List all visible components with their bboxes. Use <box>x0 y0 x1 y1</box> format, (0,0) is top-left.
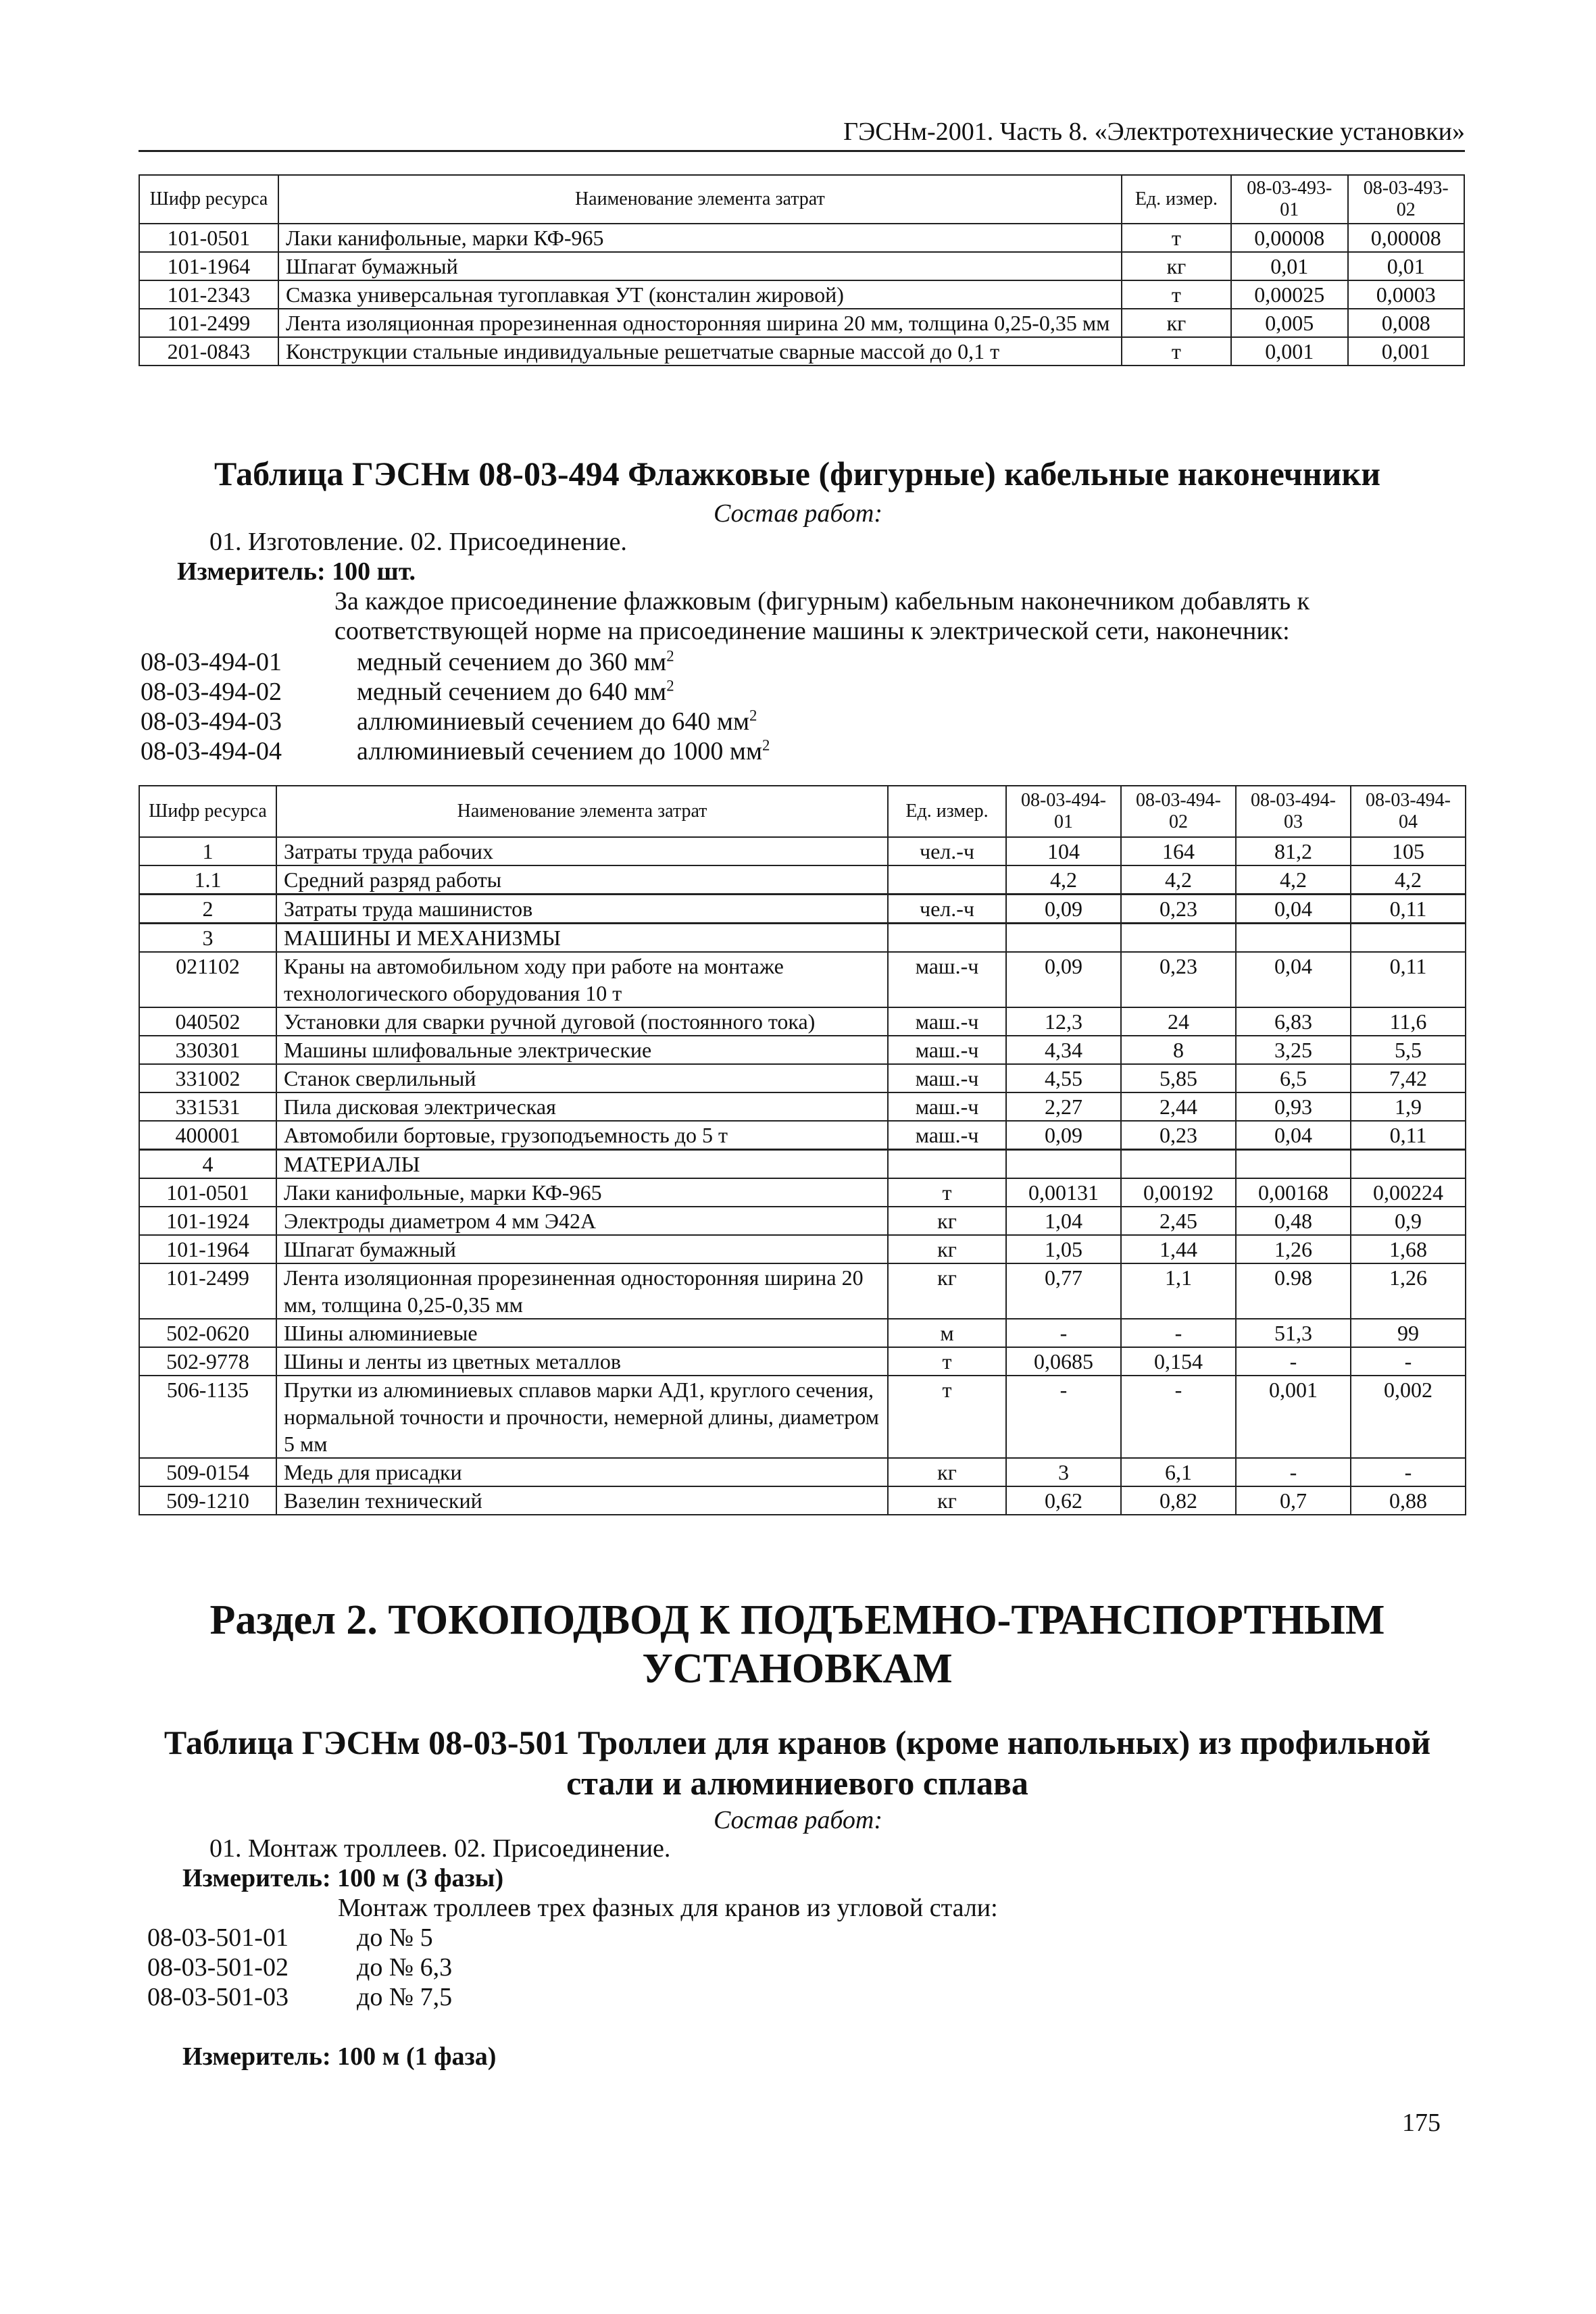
norm-value <box>1236 924 1351 953</box>
resource-code: 101-0501 <box>139 1178 276 1207</box>
norm-code: 08-03-494-04 <box>141 737 282 765</box>
cost-element-name: Шины и ленты из цветных металлов <box>276 1347 888 1376</box>
norm-intro: Монтаж троллеев трех фазных для кранов из угловой стали: <box>338 1894 998 1922</box>
table-494 <box>139 785 1466 1515</box>
resource-code: 101-2499 <box>139 1263 276 1319</box>
col-header-unit: Ед. измер. <box>888 786 1006 837</box>
cost-element-name: МАТЕРИАЛЫ <box>276 1150 888 1179</box>
col-header-norm-2: 08-03-493-02 <box>1348 175 1464 224</box>
norm-value: 1,26 <box>1351 1263 1466 1319</box>
resource-code: 040502 <box>139 1007 276 1036</box>
unit: маш.-ч <box>888 952 1006 1007</box>
table-row <box>139 865 1466 895</box>
norm-description-text: аллюминиевый сечением до 1000 мм <box>357 737 762 765</box>
meter-label-3-phase: Измеритель: 100 м (3 фазы) <box>182 1864 504 1892</box>
unit: маш.-ч <box>888 1121 1006 1150</box>
norm-value: 0,11 <box>1351 952 1466 1007</box>
table-row <box>139 924 1466 953</box>
table-row <box>139 252 1464 280</box>
col-header-name: Наименование элемента затрат <box>278 175 1122 224</box>
table-501-title-line-1: Таблица ГЭСНм 08-03-501 Троллеи для кранов (кроме напольных) из профильной <box>164 1724 1431 1761</box>
norm-value: 4,2 <box>1006 865 1121 895</box>
cost-element-name: Медь для присадки <box>276 1458 888 1486</box>
norm-value: 0,001 <box>1236 1376 1351 1458</box>
norm-value: 2,45 <box>1121 1207 1236 1235</box>
norm-description: до № 7,5 <box>357 1983 453 2011</box>
unit: кг <box>888 1235 1006 1263</box>
norm-value: 0,00008 <box>1348 224 1464 252</box>
col-header-name: Наименование элемента затрат <box>276 786 888 837</box>
resource-code: 331002 <box>139 1064 276 1092</box>
section-2-title-line-2: УСТАНОВКАМ <box>642 1646 953 1692</box>
cost-element-name: Конструкции стальные индивидуальные решетчатые сварные массой до 0,1 т <box>278 337 1122 366</box>
col-header-norm-1: 08-03-494-01 <box>1006 786 1121 837</box>
norm-value: 1,04 <box>1006 1207 1121 1235</box>
col-header-norm-3: 08-03-494-03 <box>1236 786 1351 837</box>
table-row <box>139 1347 1466 1376</box>
meter-label-1-phase: Измеритель: 100 м (1 фаза) <box>182 2042 497 2071</box>
norm-value: 0,88 <box>1351 1486 1466 1515</box>
resource-code: 509-1210 <box>139 1486 276 1515</box>
norm-value: 0,01 <box>1348 252 1464 280</box>
norm-value: 81,2 <box>1236 837 1351 865</box>
norm-value: 6,5 <box>1236 1064 1351 1092</box>
unit: кг <box>888 1486 1006 1515</box>
norm-value: 8 <box>1121 1036 1236 1064</box>
col-header-unit: Ед. измер. <box>1122 175 1231 224</box>
norm-value: 0,11 <box>1351 1121 1466 1150</box>
norm-value: 12,3 <box>1006 1007 1121 1036</box>
resource-code: 101-1964 <box>139 252 278 280</box>
unit: т <box>888 1178 1006 1207</box>
resource-code: 331531 <box>139 1092 276 1121</box>
norm-value: 1,44 <box>1121 1235 1236 1263</box>
work-composition-items: 01. Монтаж троллеев. 02. Присоединение. <box>209 1834 671 1863</box>
cost-element-name: Шпагат бумажный <box>276 1235 888 1263</box>
norm-value: 1,1 <box>1121 1263 1236 1319</box>
norm-value: 0,008 <box>1348 309 1464 337</box>
norm-value: 5,5 <box>1351 1036 1466 1064</box>
cost-element-name: Средний разряд работы <box>276 865 888 895</box>
running-head: ГЭСНм-2001. Часть 8. «Электротехнические установки» <box>139 114 1465 152</box>
cost-element-name: Машины шлифовальные электрические <box>276 1036 888 1064</box>
unit: кг <box>888 1263 1006 1319</box>
norm-value <box>1006 1150 1121 1179</box>
unit <box>888 1150 1006 1179</box>
work-composition-items: 01. Изготовление. 02. Присоединение. <box>209 528 627 556</box>
norm-description <box>357 707 757 736</box>
superscript: 2 <box>666 647 674 665</box>
norm-value: 1,68 <box>1351 1235 1466 1263</box>
cost-element-name: Лаки канифольные, марки КФ-965 <box>278 224 1122 252</box>
work-composition-label: Состав работ: <box>713 499 883 528</box>
table-row <box>139 1150 1466 1179</box>
unit: чел.-ч <box>888 837 1006 865</box>
cost-element-name: Вазелин технический <box>276 1486 888 1515</box>
table-row <box>139 837 1466 865</box>
norm-value: 0,09 <box>1006 895 1121 924</box>
cost-element-name: Прутки из алюминиевых сплавов марки АД1, круглого сечения, нормальной точности и прочности, немерной длины, диаметром 5 мм <box>276 1376 888 1458</box>
table-row <box>139 309 1464 337</box>
norm-value: 0,0003 <box>1348 280 1464 309</box>
norm-description-text: медный сечением до 360 мм <box>357 648 667 676</box>
norm-value: - <box>1006 1319 1121 1347</box>
cost-element-name: Установки для сварки ручной дуговой (постоянного тока) <box>276 1007 888 1036</box>
norm-value: 0,11 <box>1351 895 1466 924</box>
norm-code: 08-03-501-02 <box>147 1953 289 1982</box>
norm-value: 1,05 <box>1006 1235 1121 1263</box>
cost-element-name: Электроды диаметром 4 мм Э42А <box>276 1207 888 1235</box>
unit: кг <box>888 1458 1006 1486</box>
norm-description-text: медный сечением до 640 мм <box>357 678 667 706</box>
table-row <box>139 1319 1466 1347</box>
norm-code: 08-03-494-01 <box>141 648 282 676</box>
norm-value <box>1236 1150 1351 1179</box>
page-number: 175 <box>1402 2109 1441 2137</box>
norm-code: 08-03-501-03 <box>147 1983 289 2011</box>
norm-value: 104 <box>1006 837 1121 865</box>
table-493-continuation <box>139 174 1465 366</box>
norm-value: 0,001 <box>1348 337 1464 366</box>
col-header-code: Шифр ресурса <box>139 175 278 224</box>
norm-value: 99 <box>1351 1319 1466 1347</box>
resource-code: 330301 <box>139 1036 276 1064</box>
table-row <box>139 1121 1466 1150</box>
norm-value: 0,09 <box>1006 1121 1121 1150</box>
norm-value: - <box>1236 1458 1351 1486</box>
table-row <box>139 952 1466 1007</box>
norm-value: 0.98 <box>1236 1263 1351 1319</box>
table-row <box>139 1376 1466 1458</box>
col-header-norm-4: 08-03-494-04 <box>1351 786 1466 837</box>
norm-value: 0,04 <box>1236 1121 1351 1150</box>
norm-description <box>357 677 674 707</box>
work-composition-label: Состав работ: <box>713 1806 883 1834</box>
unit: т <box>1122 280 1231 309</box>
norm-value: 4,2 <box>1351 865 1466 895</box>
norm-description: до № 5 <box>357 1923 433 1952</box>
resource-code: 4 <box>139 1150 276 1179</box>
cost-element-name: Краны на автомобильном ходу при работе на монтаже технологического оборудования 10 т <box>276 952 888 1007</box>
norm-value <box>1351 1150 1466 1179</box>
norm-value <box>1121 924 1236 953</box>
norm-value: 0,48 <box>1236 1207 1351 1235</box>
unit: маш.-ч <box>888 1092 1006 1121</box>
unit: т <box>1122 337 1231 366</box>
norm-value: 0,0685 <box>1006 1347 1121 1376</box>
unit: маш.-ч <box>888 1007 1006 1036</box>
norm-value: 105 <box>1351 837 1466 865</box>
norm-value: 164 <box>1121 837 1236 865</box>
unit: кг <box>1122 252 1231 280</box>
resource-code: 502-9778 <box>139 1347 276 1376</box>
norm-value: 0,01 <box>1231 252 1347 280</box>
col-header-norm-1: 08-03-493-01 <box>1231 175 1347 224</box>
norm-value: 5,85 <box>1121 1064 1236 1092</box>
norm-value: 6,1 <box>1121 1458 1236 1486</box>
norm-code: 08-03-494-02 <box>141 678 282 706</box>
norm-description: до № 6,3 <box>357 1953 453 1982</box>
norm-value: 0,00168 <box>1236 1178 1351 1207</box>
cost-element-name: Затраты труда машинистов <box>276 895 888 924</box>
norm-value: 0,7 <box>1236 1486 1351 1515</box>
norm-value: 51,3 <box>1236 1319 1351 1347</box>
unit: чел.-ч <box>888 895 1006 924</box>
norm-value: - <box>1121 1376 1236 1458</box>
norm-value: 0,00224 <box>1351 1178 1466 1207</box>
norm-value: - <box>1006 1376 1121 1458</box>
table-row <box>139 337 1464 366</box>
norm-value <box>1006 924 1121 953</box>
table-494-title: Таблица ГЭСНм 08-03-494 Флажковые (фигурные) кабельные наконечники <box>214 455 1381 493</box>
norm-value <box>1121 1150 1236 1179</box>
cost-element-name: Пила дисковая электрическая <box>276 1092 888 1121</box>
section-2-title-line-1: Раздел 2. ТОКОПОДВОД К ПОДЪЕМНО-ТРАНСПОРТНЫМ <box>209 1597 1385 1643</box>
norm-description <box>357 736 770 766</box>
norm-value: 0,04 <box>1236 952 1351 1007</box>
norm-value: 24 <box>1121 1007 1236 1036</box>
norm-code: 08-03-501-01 <box>147 1923 289 1952</box>
table-row <box>139 1036 1466 1064</box>
unit: кг <box>1122 309 1231 337</box>
norm-value <box>1351 924 1466 953</box>
meter-label: Измеритель: 100 шт. <box>177 557 416 586</box>
norm-value: 4,55 <box>1006 1064 1121 1092</box>
unit <box>888 865 1006 895</box>
norm-value: 0,04 <box>1236 895 1351 924</box>
cost-element-name: Лента изоляционная прорезиненная односторонняя ширина 20 мм, толщина 0,25-0,35 мм <box>276 1263 888 1319</box>
resource-code: 101-1924 <box>139 1207 276 1235</box>
norm-intro-line-2: соответствующей норме на присоединение машины к электрической сети, наконечник: <box>334 617 1290 645</box>
table-row <box>139 1092 1466 1121</box>
norm-value: 1,26 <box>1236 1235 1351 1263</box>
superscript: 2 <box>666 677 674 695</box>
norm-value: 0,00131 <box>1006 1178 1121 1207</box>
resource-code: 2 <box>139 895 276 924</box>
norm-value: 7,42 <box>1351 1064 1466 1092</box>
resource-code: 201-0843 <box>139 337 278 366</box>
norm-value: 11,6 <box>1351 1007 1466 1036</box>
unit: маш.-ч <box>888 1064 1006 1092</box>
table-row <box>139 224 1464 252</box>
norm-value: 0,9 <box>1351 1207 1466 1235</box>
unit: кг <box>888 1207 1006 1235</box>
col-header-code: Шифр ресурса <box>139 786 276 837</box>
norm-value: 0,23 <box>1121 952 1236 1007</box>
norm-value: 0,00025 <box>1231 280 1347 309</box>
norm-value: 2,44 <box>1121 1092 1236 1121</box>
norm-value: - <box>1351 1458 1466 1486</box>
table-501-title-line-2: стали и алюминиевого сплава <box>566 1764 1028 1802</box>
superscript: 2 <box>749 707 757 724</box>
norm-value: 4,2 <box>1121 865 1236 895</box>
norm-value: 0,82 <box>1121 1486 1236 1515</box>
table-row <box>139 1064 1466 1092</box>
norm-value: 0,09 <box>1006 952 1121 1007</box>
cost-element-name: Автомобили бортовые, грузоподъемность до 5 т <box>276 1121 888 1150</box>
table-row <box>139 1235 1466 1263</box>
unit <box>888 924 1006 953</box>
table-row <box>139 1263 1466 1319</box>
norm-value: 0,23 <box>1121 895 1236 924</box>
norm-value: 0,00192 <box>1121 1178 1236 1207</box>
table-row <box>139 1178 1466 1207</box>
cost-element-name: Лаки канифольные, марки КФ-965 <box>276 1178 888 1207</box>
table-row <box>139 280 1464 309</box>
norm-value: 0,93 <box>1236 1092 1351 1121</box>
norm-value: - <box>1236 1347 1351 1376</box>
resource-code: 101-0501 <box>139 224 278 252</box>
norm-value: - <box>1121 1319 1236 1347</box>
norm-value: 0,002 <box>1351 1376 1466 1458</box>
table-row <box>139 1007 1466 1036</box>
resource-code: 3 <box>139 924 276 953</box>
resource-code: 1 <box>139 837 276 865</box>
norm-code: 08-03-494-03 <box>141 707 282 736</box>
norm-value: 0,77 <box>1006 1263 1121 1319</box>
table-row <box>139 1207 1466 1235</box>
cost-element-name: Смазка универсальная тугоплавкая УТ (консталин жировой) <box>278 280 1122 309</box>
cost-element-name: Станок сверлильный <box>276 1064 888 1092</box>
cost-element-name: Затраты труда рабочих <box>276 837 888 865</box>
norm-description-text: аллюминиевый сечением до 640 мм <box>357 707 749 736</box>
resource-code: 1.1 <box>139 865 276 895</box>
resource-code: 101-2343 <box>139 280 278 309</box>
cost-element-name: МАШИНЫ И МЕХАНИЗМЫ <box>276 924 888 953</box>
unit: т <box>1122 224 1231 252</box>
norm-value: 0,23 <box>1121 1121 1236 1150</box>
unit: маш.-ч <box>888 1036 1006 1064</box>
norm-value: 6,83 <box>1236 1007 1351 1036</box>
resource-code: 400001 <box>139 1121 276 1150</box>
norm-value: 1,9 <box>1351 1092 1466 1121</box>
norm-value: - <box>1351 1347 1466 1376</box>
resource-code: 101-1964 <box>139 1235 276 1263</box>
norm-value: 0,00008 <box>1231 224 1347 252</box>
resource-code: 502-0620 <box>139 1319 276 1347</box>
norm-value: 4,34 <box>1006 1036 1121 1064</box>
norm-value: 4,2 <box>1236 865 1351 895</box>
resource-code: 506-1135 <box>139 1376 276 1458</box>
superscript: 2 <box>762 736 770 754</box>
norm-value: 3,25 <box>1236 1036 1351 1064</box>
norm-description <box>357 647 674 677</box>
norm-value: 0,001 <box>1231 337 1347 366</box>
norm-value: 2,27 <box>1006 1092 1121 1121</box>
norm-value: 0,005 <box>1231 309 1347 337</box>
resource-code: 101-2499 <box>139 309 278 337</box>
norm-value: 0,62 <box>1006 1486 1121 1515</box>
table-row <box>139 1458 1466 1486</box>
cost-element-name: Шины алюминиевые <box>276 1319 888 1347</box>
norm-value: 0,154 <box>1121 1347 1236 1376</box>
unit: т <box>888 1347 1006 1376</box>
cost-element-name: Лента изоляционная прорезиненная односторонняя ширина 20 мм, толщина 0,25-0,35 мм <box>278 309 1122 337</box>
resource-code: 021102 <box>139 952 276 1007</box>
table-row <box>139 1486 1466 1515</box>
norm-intro-line-1: За каждое присоединение флажковым (фигурным) кабельным наконечником добавлять к <box>334 587 1310 615</box>
unit: т <box>888 1376 1006 1458</box>
table-row <box>139 895 1466 924</box>
cost-element-name: Шпагат бумажный <box>278 252 1122 280</box>
resource-code: 509-0154 <box>139 1458 276 1486</box>
col-header-norm-2: 08-03-494-02 <box>1121 786 1236 837</box>
unit: м <box>888 1319 1006 1347</box>
norm-value: 3 <box>1006 1458 1121 1486</box>
